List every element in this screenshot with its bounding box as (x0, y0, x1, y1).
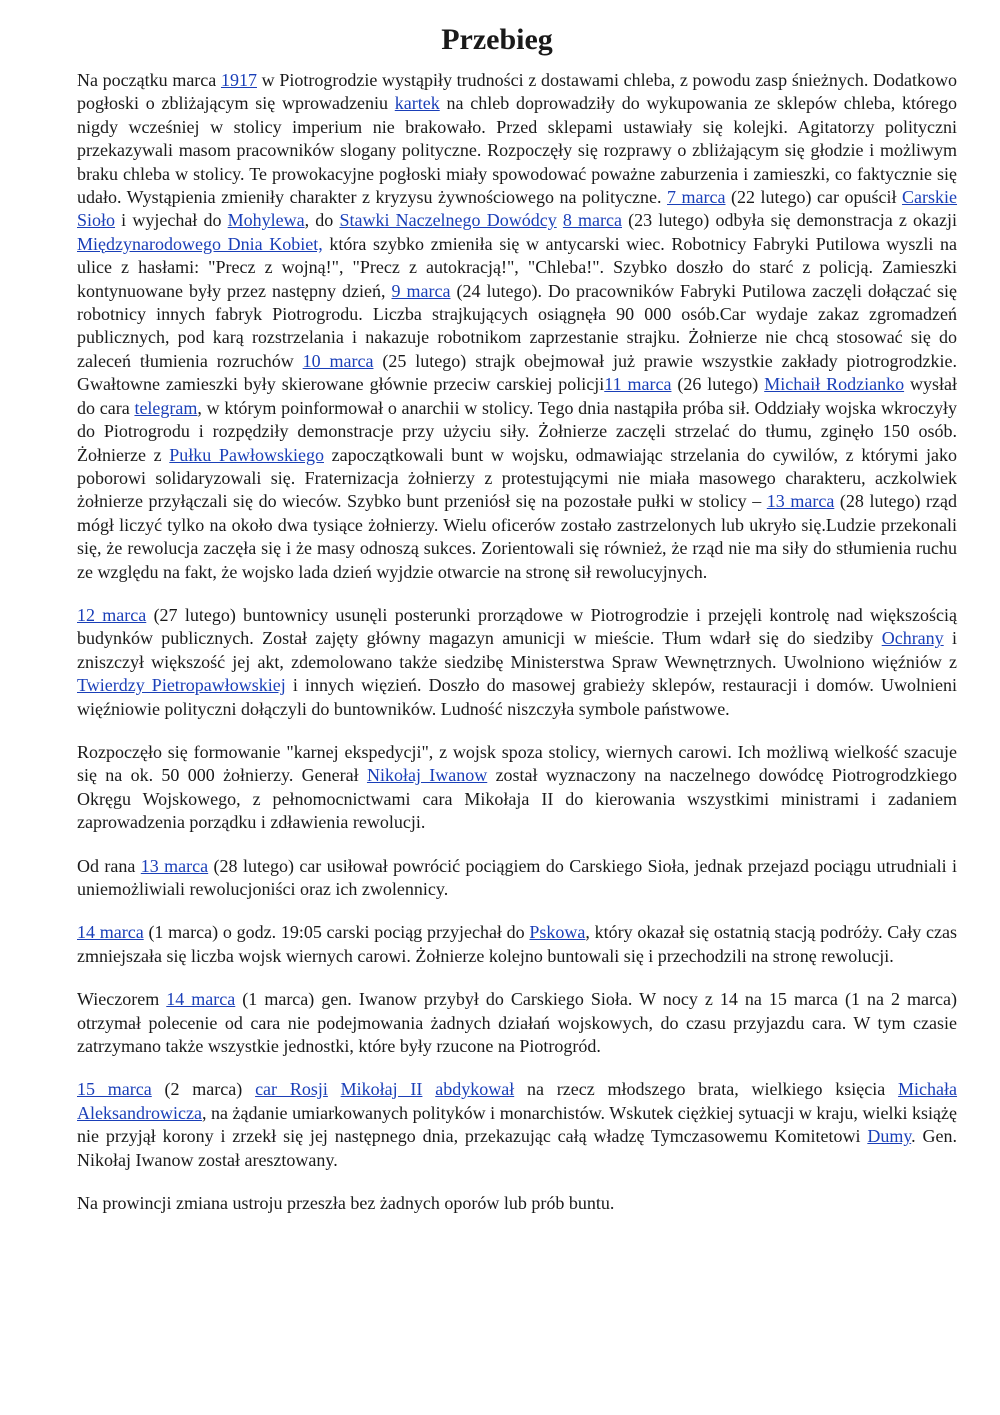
inline-link[interactable]: Ochrany (881, 628, 944, 649)
paragraph-text: Od rana (77, 855, 141, 876)
document-body (77, 69, 957, 1215)
paragraph-text: , do (304, 210, 340, 231)
paragraph-text: , w którym poinformował o anarchii w stolicy. Tego dnia nastąpiła próba sił. Oddziały wojska wkroczyły do Piotrogrodu i rozpędziły demonstracje przy użyciu siły. Żołnierze zaczęli strzelać do tłumu, zginęło 150 osób. Żołnierze z (77, 397, 957, 465)
inline-link[interactable]: Stawki Naczelnego Dowódcy (339, 210, 557, 231)
inline-link[interactable]: 8 marca (562, 210, 622, 231)
inline-link[interactable]: 13 marca (766, 491, 835, 512)
page-title: Przebieg (441, 23, 553, 56)
inline-link[interactable]: car Rosji (255, 1079, 328, 1100)
inline-link[interactable]: Twierdzy Pietropawłowskiej (77, 675, 286, 696)
paragraph-text: na rzecz młodszego brata, wielkiego księcia (514, 1079, 899, 1100)
paragraph (77, 855, 957, 902)
paragraph-text: (26 lutego) (671, 374, 765, 395)
inline-link[interactable]: 1917 (220, 70, 257, 90)
paragraph-text: (24 lutego). Do pracowników Fabryki Putilowa zaczęli dołączać się robotnicy innych fabryk Piotrogrodu. Liczba strajkujących osiągnęła 90 000 osób.Car wydaje zakaz zgromadzeń publicznych, pod karą rozstrzelania i nakazuje robotnikom zaprzestanie strajku. Żołnierze nie chcą stosować się do zaleceń tłumienia rozruchów (77, 280, 957, 371)
paragraph-text: (22 lutego) car opuścił (725, 187, 903, 208)
inline-link[interactable]: Carskie Sioło (77, 187, 958, 231)
paragraph-text: (25 lutego) strajk obejmował już prawie wszystkie zakłady piotrogrodzkie. Gwałtowne zamieszki były skierowane głównie przeciw carskiej policji (77, 350, 957, 395)
document-page (77, 0, 957, 1235)
paragraph-text: (28 lutego) rząd mógł liczyć tylko na około dwa tysiące żołnierzy. Wielu oficerów zostało zastrzelonych lub ukryło się.Ludzie przekonali się, że rewolucja zaczęła się i że masy odnoszą sukces. Zorientowali się również, że rząd nie ma siły do stłumienia ruchu ze względu na fakt, że wojsko lada dzień wyjdzie otwarcie na stronę sił rewolucyjnych. (77, 491, 958, 582)
paragraph (77, 741, 957, 835)
inline-link[interactable]: Nikołaj Iwanow (366, 765, 488, 786)
inline-link[interactable]: 13 marca (140, 855, 209, 876)
paragraph (77, 69, 957, 584)
paragraph-text: (23 lutego) odbyła się demonstracja z okazji (622, 210, 958, 231)
paragraph-text: Na prowincji zmiana ustroju przeszła bez żadnych oporów lub prób buntu. (77, 1193, 615, 1214)
paragraph-text: (2 marca) (151, 1079, 256, 1100)
inline-link[interactable]: 12 marca (77, 604, 147, 625)
paragraph-text: (1 marca) o godz. 19:05 carski pociąg przyjechał do (143, 922, 530, 943)
paragraph-text: . Gen. Nikołaj Iwanow został aresztowany. (77, 1126, 957, 1170)
paragraph-text: i innych więzień. Doszło do masowej grabieży sklepów, restauracji i domów. Uwolnieni więźniowie polityczni dołączyli do buntowników. Ludność niszczyła symbole państwowe. (77, 675, 957, 719)
paragraph (77, 1078, 957, 1172)
inline-link[interactable]: 7 marca (667, 187, 726, 208)
inline-link[interactable]: Pułku Pawłowskiego (169, 444, 324, 465)
paragraph-text (422, 1079, 435, 1099)
paragraph (77, 988, 957, 1058)
paragraph (77, 604, 957, 721)
paragraph-text: w Piotrogrodzie wystąpiły trudności z dostawami chleba, z powodu zasp śnieżnych. Dodatkowo pogłoski o zbliżającym się wprowadzeniu (77, 70, 957, 114)
inline-link[interactable]: Michała Aleksandrowicza (77, 1079, 958, 1123)
inline-link[interactable]: Pskowa (529, 922, 586, 943)
paragraph-text: , który okazał się ostatnią stacją podróży. Cały czas zmniejszała się liczba wojsk wiernych carowi. Żołnierze kolejno buntowali się i przechodzili na stronę rewolucji. (77, 922, 957, 966)
paragraph-text: (1 marca) gen. Iwanow przybył do Carskiego Sioła. W nocy z 14 na 15 marca (1 na 2 marca) otrzymał polecenie od cara nie podejmowania żadnych działań wojskowych, do czasu przyjazdu cara. W tym czasie zatrzymano także wszystkie jednostki, które były rzucone na Piotrogród. (77, 989, 957, 1057)
paragraph-text: na chleb doprowadziły do wykupowania ze sklepów chleba, którego nigdy wcześniej w stolicy imperium nie brakowało. Przed sklepami ustawiały się kolejki. Agitatorzy polityczni przekazywali masom pracowników slogany polityczne. Rozpoczęły się rozprawy o zbliżającym się głodzie i możliwym braku chleba w stolicy. Te prowokacyjne pogłoski miały spowodować poważne zaburzenia i zamieszki, co faktycznie się udało. Wystąpienia zmieniły charakter z kryzysu żywnościowego na polityczne. (77, 93, 957, 208)
inline-link[interactable]: Dumy (867, 1126, 912, 1147)
paragraph-text: i wyjechał do (115, 210, 228, 231)
inline-link[interactable]: abdykował (435, 1079, 515, 1100)
paragraph-text: zapoczątkowali bunt w wojsku, odmawiając strzelania do cywilów, z którymi jako poborowi solidaryzowali się. Fraternizacja żołnierzy z protestującymi nie miała masowego charakteru, aczkolwiek żołnierze przyłączali się do wieców. Szybko bunt przeniósł się na pozostałe pułki w stolicy – (77, 444, 957, 512)
paragraph-text (328, 1079, 341, 1099)
paragraph-text: Na początku marca (77, 70, 221, 90)
inline-link[interactable]: Mikołaj II (340, 1079, 423, 1100)
paragraph-text: Rozpoczęło się formowanie "karnej ekspedycji", z wojsk spoza stolicy, wiernych carowi. Ich możliwą wielkość szacuje się na ok. 50 000 żołnierzy. Generał (77, 741, 957, 786)
paragraph-text: Wieczorem (77, 989, 167, 1010)
paragraph (77, 921, 957, 968)
inline-link[interactable]: 14 marca (77, 922, 144, 943)
inline-link[interactable]: telegram (134, 397, 198, 418)
paragraph-text: (27 lutego) buntownicy usunęli posterunki prorządowe w Piotrogrodzie i przejęli kontrolę nad większością budynków publicznych. Został zajęty główny magazyn amunicji w mieście. Tłum wdarł się do siedziby (77, 604, 957, 649)
inline-link[interactable]: Międzynarodowego Dnia Kobiet, (77, 233, 323, 254)
paragraph-text: (28 lutego) car usiłował powrócić pociągiem do Carskiego Sioła, jednak przejazd pociągu utrudniali i uniemożliwiali rewolucjoniści oraz ich zwolennicy. (77, 855, 958, 899)
inline-link[interactable]: Michaił Rodzianko (764, 374, 905, 395)
paragraph-text: , na żądanie umiarkowanych polityków i monarchistów. Wskutek ciężkiej sytuacji w kraju, wielki książę nie przyjął korony i zrzekł się jej następnego dnia, przekazując całą władzę Tymczasowemu Komitetowi (77, 1102, 957, 1147)
paragraph-text: która szybko zmieniła się w antycarski wiec. Robotnicy Fabryki Putilowa wyszli na ulice z hasłami: "Precz z wojną!", "Precz z autokracją!", "Chleba!". Szybko doszło do starć z policją. Zamieszki kontynuowane były przez następny dzień, (77, 233, 957, 301)
inline-link[interactable]: kartek (394, 93, 440, 114)
paragraph-text: został wyznaczony na naczelnego dowódcę Piotrogrodzkiego Okręgu Wojskowego, z pełnomocnictwami cara Mikołaja II do kierowania wszystkimi ministrami i zadaniem zaprowadzenia porządku i zdławienia rewolucji. (77, 765, 957, 833)
inline-link[interactable]: Mohylewa (227, 210, 305, 231)
inline-link[interactable]: 14 marca (166, 989, 236, 1010)
inline-link[interactable]: 9 marca (391, 280, 451, 301)
paragraph (77, 1192, 957, 1215)
inline-link[interactable]: 15 marca (77, 1079, 152, 1100)
paragraph-text: i zniszczył większość jej akt, zdemolowano także siedzibę Ministerstwa Spraw Wewnętrznych. Uwolniono więźniów z (77, 628, 957, 672)
inline-link[interactable]: 10 marca (302, 350, 374, 371)
paragraph-text: wysłał do cara (77, 374, 958, 418)
inline-link[interactable]: 11 marca (604, 374, 672, 395)
